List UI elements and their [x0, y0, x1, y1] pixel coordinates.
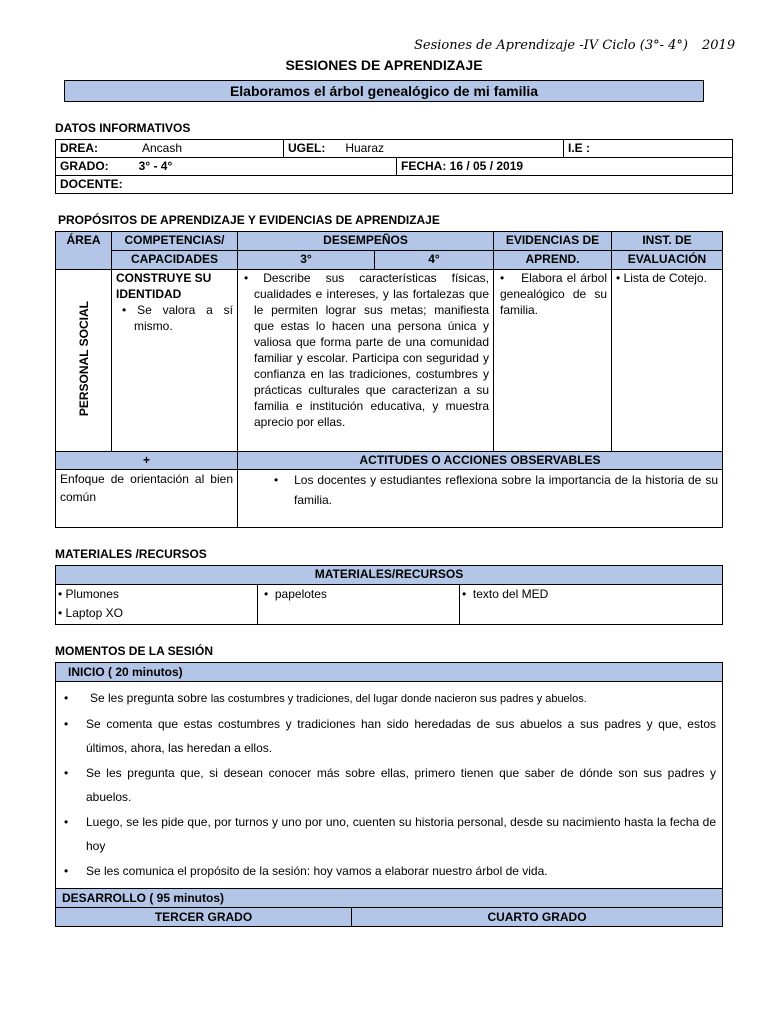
materiales-col-2 [258, 585, 460, 625]
propositos-table [55, 231, 723, 528]
material-item: • papelotes [264, 587, 327, 601]
inicio-item [86, 712, 716, 760]
ugel-value: Huaraz [345, 141, 385, 155]
header-instrumento: INST. DE [612, 232, 723, 251]
area-label: PERSONAL SOCIAL [76, 300, 91, 417]
momentos-table [55, 662, 723, 927]
header-aprend: APREND. [494, 251, 612, 270]
inicio-header: INICIO ( 20 minutos) [56, 663, 723, 682]
material-item: • Plumones [58, 587, 119, 601]
header-grade-3: 3° [238, 251, 375, 270]
datos-table [55, 139, 733, 194]
instrumento-text: Lista de Cotejo. [623, 271, 707, 285]
header-evaluacion: EVALUACIÓN [612, 251, 723, 270]
inicio-list [56, 682, 722, 888]
actitud-cell: • Los docentes y estudiantes reflexiona sobre la importancia de la historia de su familia. [238, 470, 723, 528]
capacidad-text: Se valora a sí mismo. [134, 303, 233, 333]
inicio-item-text: Luego, se les pide que, por turnos y uno por uno, cuenten su historia personal, desde su nacimiento hasta la fecha de hoy [86, 815, 716, 853]
tercer-grado-header: TERCER GRADO [56, 908, 352, 927]
header-desempenos: DESEMPEÑOS [238, 232, 494, 251]
material-text: Plumones [65, 587, 119, 601]
material-text: papelotes [274, 587, 327, 601]
evidencia-cell: • Elabora el árbol genealógico de su familia. [494, 270, 612, 452]
datos-section-title: DATOS INFORMATIVOS [55, 121, 191, 135]
material-text: Laptop XO [65, 606, 123, 620]
inicio-item-text-small: las costumbres y tradiciones, del lugar donde nacieron sus padres y abuelos. [210, 693, 587, 705]
inicio-item [86, 686, 716, 711]
header-area: ÁREA [56, 232, 112, 270]
ugel-cell [284, 140, 564, 158]
cuarto-grado-header: CUARTO GRADO [352, 908, 723, 927]
desempeno-text: Describe sus características físicas, cualidades e intereses, y las fortalezas que le permiten lograr sus metas; manifiesta que estas lo hacen una persona única y valiosa que forma parte de una comunidad familiar y escolar. Participa con seguridad y confianza en las tradiciones, costumbres y prácticas culturales que caracterizan a su familia e institución educativa, y muestra aprecio por ellas. [254, 271, 489, 429]
drea-value: Ancash [142, 141, 183, 155]
drea-label: DREA: [60, 141, 98, 155]
propositos-section-title: PROPÓSITOS DE APRENDIZAJE Y EVIDENCIAS DE APRENDIZAJE [58, 213, 440, 227]
header-competencias: COMPETENCIAS/ [112, 232, 238, 251]
inicio-item-text: Se comenta que estas costumbres y tradiciones han sido heredadas de sus abuelos a sus padres y que, estos últimos, ahora, las heredan a ellos. [86, 717, 716, 755]
ugel-label: UGEL: [288, 141, 326, 155]
momentos-section-title: MOMENTOS DE LA SESIÓN [55, 644, 214, 658]
actitudes-title: ACTITUDES O ACCIONES OBSERVABLES [238, 452, 723, 470]
competencia-text: CONSTRUYE SU IDENTIDAD [116, 271, 212, 301]
competencia-cell [112, 270, 238, 452]
header-evidencias: EVIDENCIAS DE [494, 232, 612, 251]
header-capacidades: CAPACIDADES [112, 251, 238, 270]
material-item: • Laptop XO [58, 606, 123, 620]
inicio-item-text: Se les pregunta que, si desean conocer más sobre ellas, primero tienen que saber de dónde son sus padres y abuelos. [86, 766, 716, 804]
actitud-text: Los docentes y estudiantes reflexiona sobre la importancia de la historia de su familia. [294, 473, 718, 507]
plus-cell: + [56, 452, 238, 470]
enfoque-cell: Enfoque de orientación al bien común [56, 470, 238, 528]
document-title: SESIONES DE APRENDIZAJE [285, 57, 483, 73]
material-item: • texto del MED [462, 587, 549, 601]
grado-label: GRADO: [60, 159, 109, 173]
drea-cell [56, 140, 284, 158]
docente-cell: DOCENTE: [56, 176, 733, 194]
capacidad-item: • Se valora a sí mismo. [122, 303, 233, 333]
materiales-table-title: MATERIALES/RECURSOS [56, 566, 723, 585]
inicio-item-text: Se les comunica el propósito de la sesión: hoy vamos a elaborar nuestro árbol de vida. [86, 864, 548, 878]
fecha-cell: FECHA: 16 / 05 / 2019 [397, 158, 733, 176]
inicio-item [86, 810, 716, 858]
header-grade-4: 4° [375, 251, 494, 270]
desarrollo-header: DESARROLLO ( 95 minutos) [56, 889, 723, 908]
materiales-col-1 [56, 585, 258, 625]
inicio-item-text: Se les pregunta sobre [90, 691, 211, 705]
desempeno-cell: • Describe sus características físicas, cualidades e intereses, y las fortalezas que le permiten lograr sus metas; manifiesta que estas lo hacen una persona única y valiosa que forma parte de una comunidad familiar y escolar. Participa con seguridad y confianza en las tradiciones, costumbres y prácticas culturales que caracterizan a su familia e institución educativa, y muestra aprecio por ellas. [238, 270, 494, 452]
area-cell [56, 270, 112, 452]
instrumento-cell: • Lista de Cotejo. [612, 270, 723, 452]
material-text: texto del MED [472, 587, 549, 601]
evidencia-text: Elabora el árbol genealógico de su familia. [500, 271, 607, 317]
inicio-item [86, 761, 716, 809]
session-title: Elaboramos el árbol genealógico de mi familia [64, 80, 704, 102]
materiales-section-title: MATERIALES /RECURSOS [55, 547, 207, 561]
inicio-item [86, 859, 716, 883]
series-header: Sesiones de Aprendizaje -IV Ciclo (3°- 4°) [414, 38, 688, 53]
materiales-table [55, 565, 723, 625]
ie-cell: I.E : [564, 140, 733, 158]
grado-cell [56, 158, 397, 176]
series-year: 2019 [702, 38, 736, 53]
grado-value: 3° - 4° [138, 159, 173, 173]
inicio-content [56, 682, 723, 889]
materiales-col-3 [460, 585, 723, 625]
